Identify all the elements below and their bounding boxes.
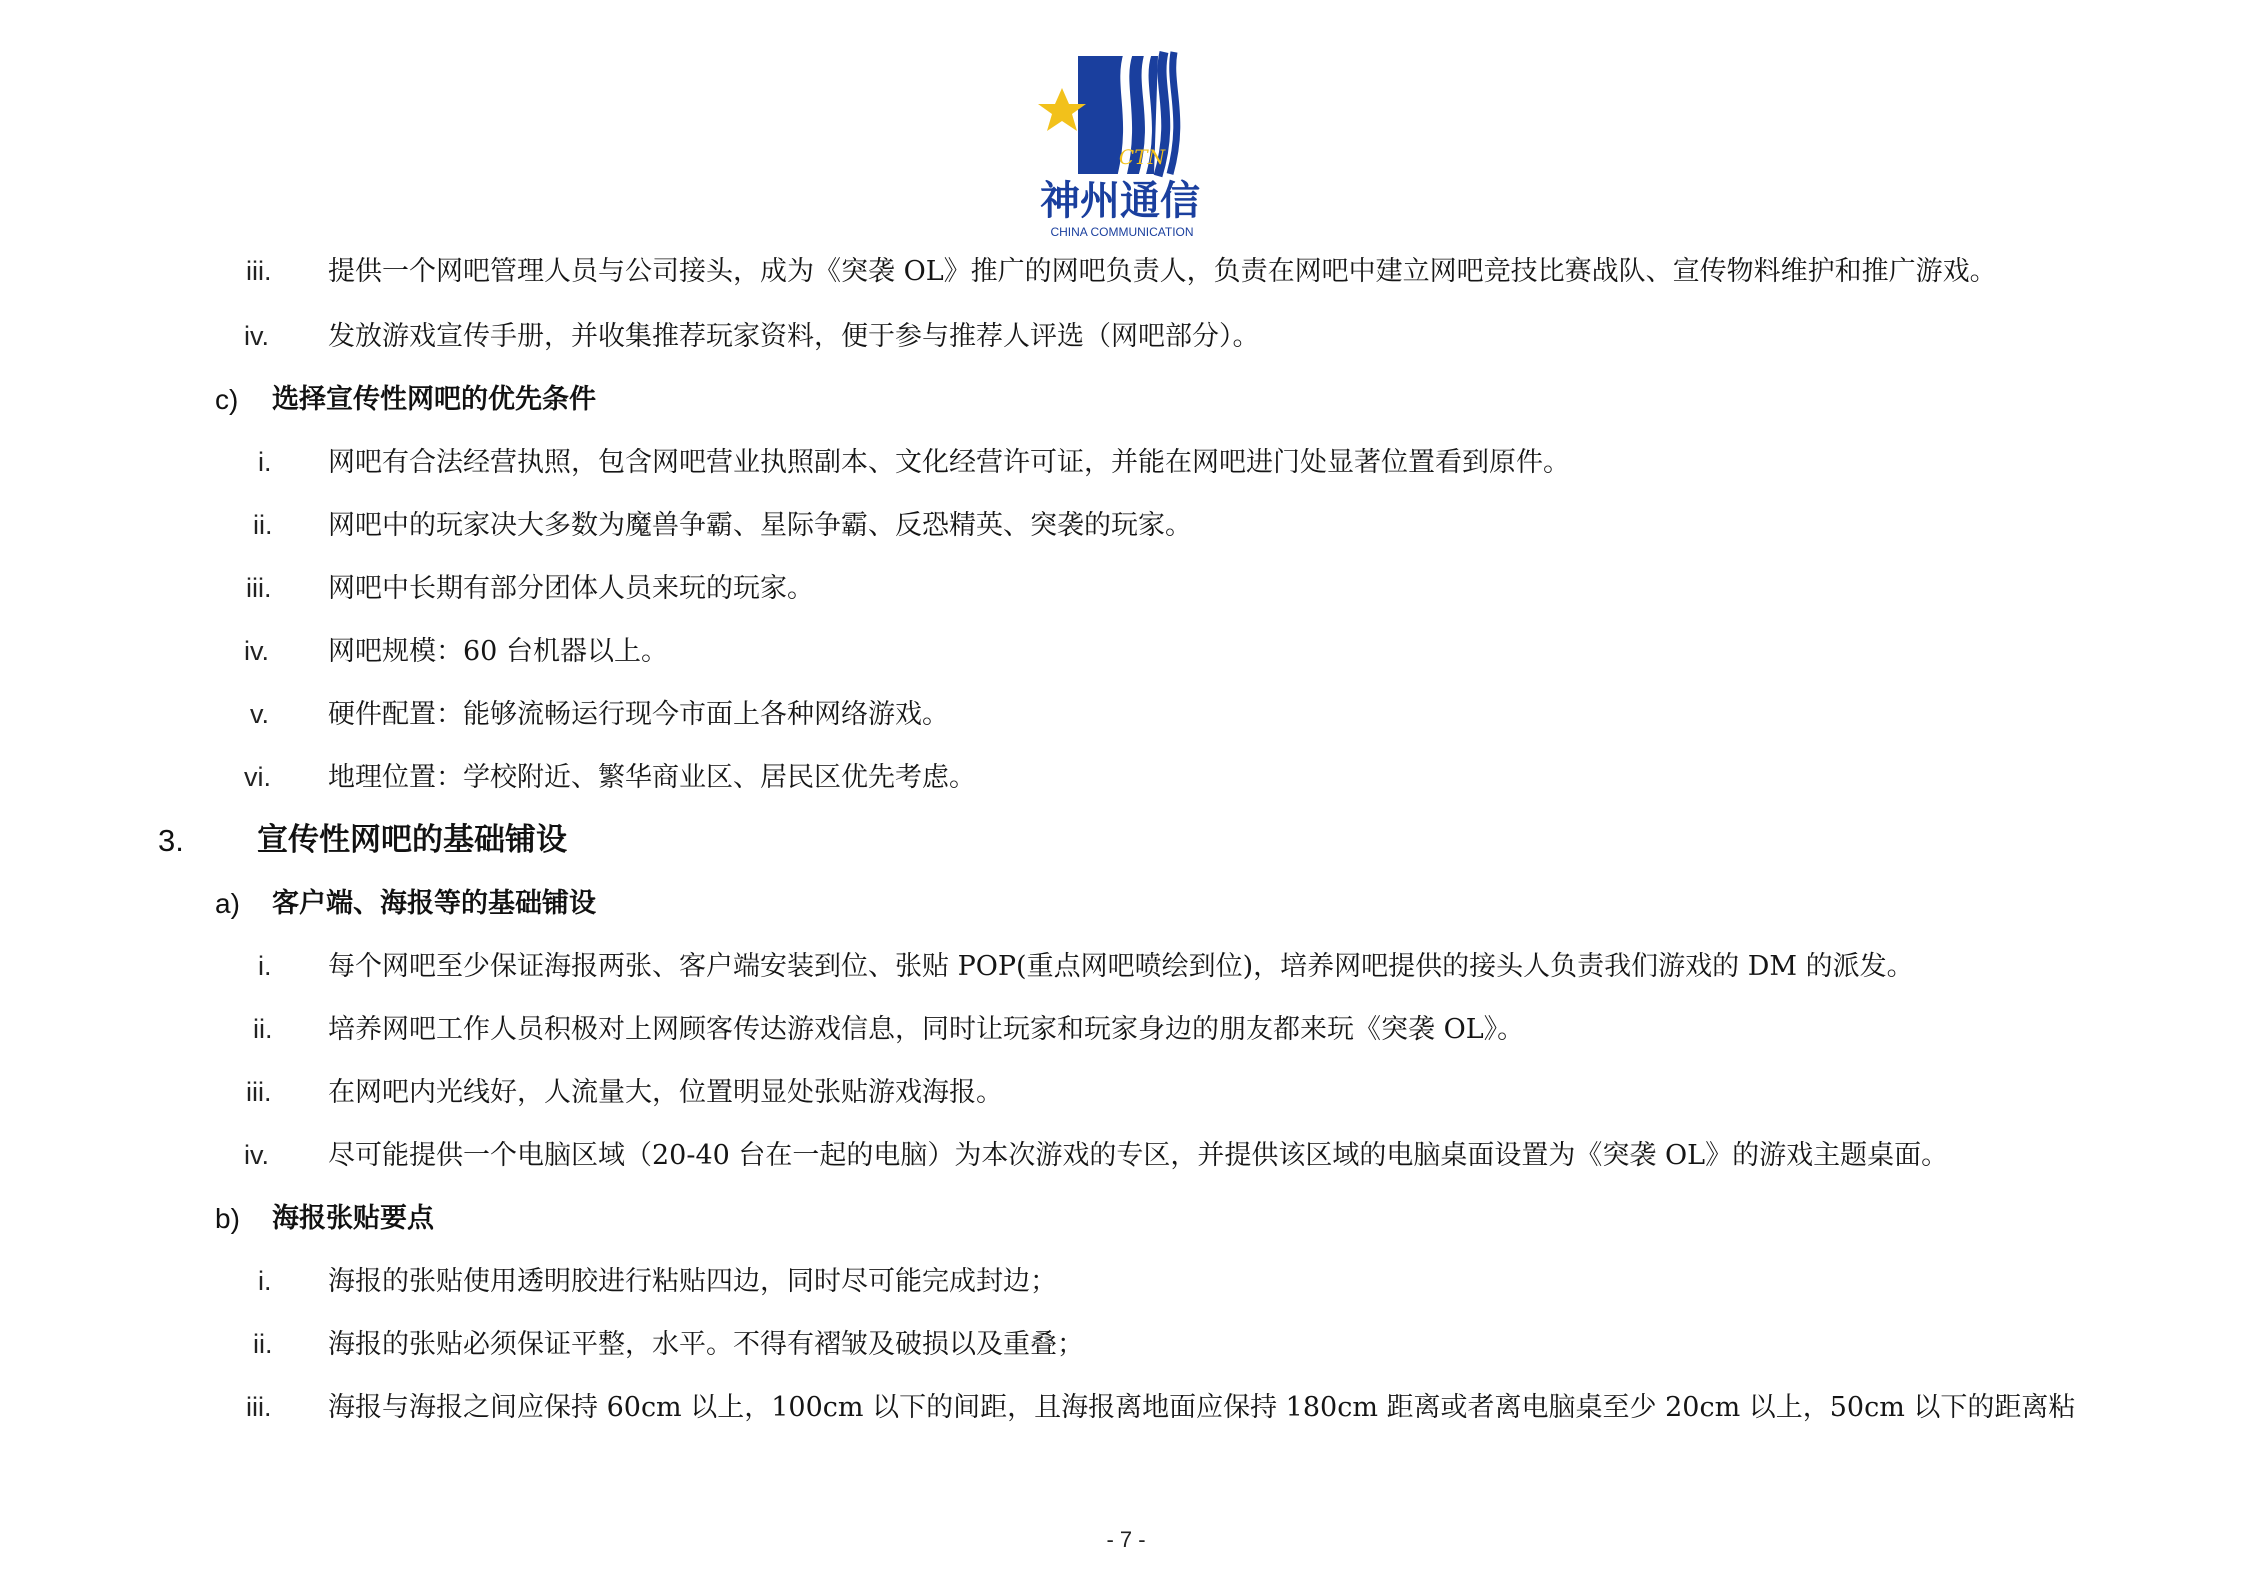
list-item-number: vi.: [244, 762, 271, 792]
list-item-number: iii.: [246, 1077, 272, 1107]
list-item-number: i.: [258, 951, 272, 981]
list-item-text: 网吧中的玩家决大多数为魔兽争霸、星际争霸、反恐精英、突袭的玩家。: [328, 510, 1192, 541]
list-item-number: i.: [258, 447, 272, 477]
subsection-label: a): [215, 888, 240, 919]
subsection-label: b): [215, 1203, 240, 1234]
list-item-text: 提供一个网吧管理人员与公司接头，成为《突袭 OL》推广的网吧负责人，负责在网吧中建立网吧竞技比赛战队、宣传物料维护和推广游戏。: [328, 256, 1997, 287]
list-item-number: v.: [250, 699, 269, 729]
subsection-label: c): [215, 384, 239, 415]
list-item-number: iv.: [244, 321, 269, 351]
list-item-text: 海报与海报之间应保持 60cm 以上，100cm 以下的间距，且海报离地面应保持 180cm 距离或者离电脑桌至少 20cm 以上，50cm 以下的距离粘: [328, 1392, 2076, 1423]
section-title: 宣传性网吧的基础铺设: [257, 822, 567, 858]
list-item-text: 网吧中长期有部分团体人员来玩的玩家。: [328, 573, 814, 604]
list-item-number: ii.: [253, 1329, 273, 1359]
company-logo-graphic: [1030, 46, 1230, 246]
list-item-text: 硬件配置：能够流畅运行现今市面上各种网络游戏。: [328, 699, 949, 730]
section-number: 3.: [158, 823, 184, 858]
list-item-number: ii.: [253, 1014, 273, 1044]
list-item-number: ii.: [253, 510, 273, 540]
subsection-title: 海报张贴要点: [272, 1203, 434, 1234]
list-item-number: iv.: [244, 636, 269, 666]
list-item-text: 海报的张贴必须保证平整，水平。不得有褶皱及破损以及重叠；: [328, 1329, 1084, 1360]
list-item-number: iii.: [246, 1392, 272, 1422]
list-item-text: 网吧规模：60 台机器以上。: [328, 636, 668, 667]
page-number: - 7 -: [1106, 1527, 1146, 1552]
logo-brand-en: CHINA COMMUNICATION: [1050, 225, 1194, 239]
logo-brand-cn: 神州通信: [1040, 178, 1200, 224]
subsection-title: 选择宣传性网吧的优先条件: [272, 384, 596, 415]
logo-monogram: CTN: [1118, 145, 1166, 169]
list-item-text: 地理位置：学校附近、繁华商业区、居民区优先考虑。: [328, 762, 976, 793]
company-logo: [1030, 46, 1230, 246]
list-item-number: iii.: [246, 256, 272, 286]
list-item-text: 每个网吧至少保证海报两张、客户端安装到位、张贴 POP(重点网吧喷绘到位)，培养网吧提供的接头人负责我们游戏的 DM 的派发。: [328, 951, 1914, 982]
list-item-text: 在网吧内光线好，人流量大，位置明显处张贴游戏海报。: [328, 1077, 1003, 1108]
list-item-text: 发放游戏宣传手册，并收集推荐玩家资料，便于参与推荐人评选（网吧部分）。: [328, 321, 1260, 352]
list-item-text: 尽可能提供一个电脑区域（20-40 台在一起的电脑）为本次游戏的专区，并提供该区域的电脑桌面设置为《突袭 OL》的游戏主题桌面。: [328, 1140, 1949, 1171]
list-item-number: i.: [258, 1266, 272, 1296]
subsection-title: 客户端、海报等的基础铺设: [272, 888, 596, 919]
list-item-text: 网吧有合法经营执照，包含网吧营业执照副本、文化经营许可证，并能在网吧进门处显著位置看到原件。: [328, 447, 1570, 478]
list-item-text: 培养网吧工作人员积极对上网顾客传达游戏信息，同时让玩家和玩家身边的朋友都来玩《突袭 OL》。: [328, 1014, 1525, 1045]
list-item-number: iii.: [246, 573, 272, 603]
list-item-number: iv.: [244, 1140, 269, 1170]
list-item-text: 海报的张贴使用透明胶进行粘贴四边，同时尽可能完成封边；: [328, 1266, 1057, 1297]
